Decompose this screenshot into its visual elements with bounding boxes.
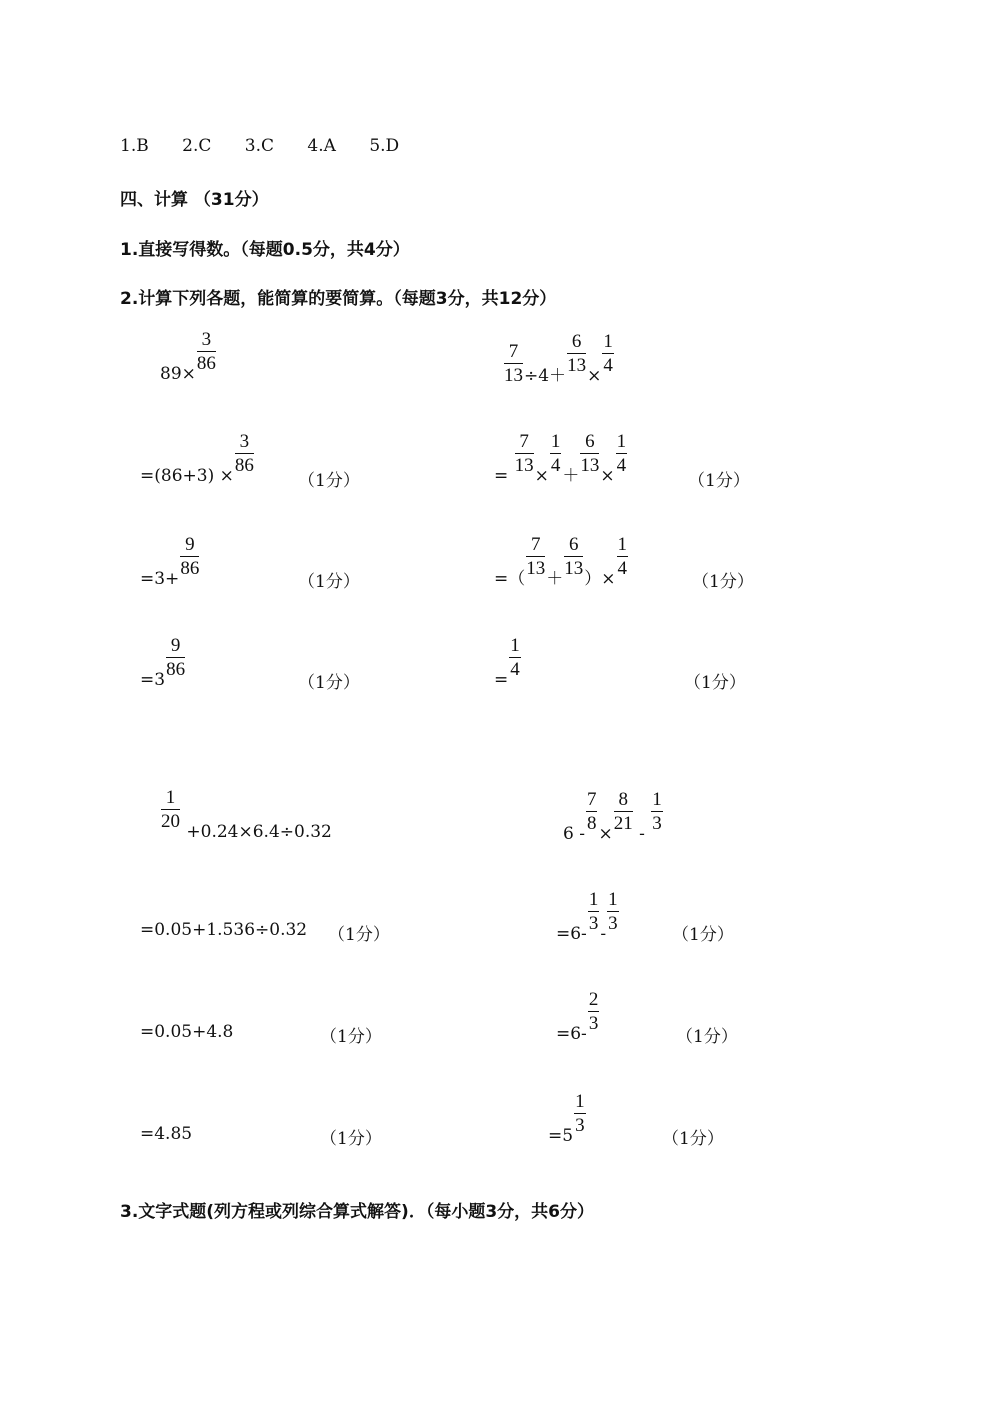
problem-1-step-1: =(86+3) × $\frac{3}{86}$ xyxy=(140,431,254,486)
fraction: $\frac{1}{20}$ xyxy=(161,787,180,832)
problem-2-step-2: =（ $\frac{7}{13}$ ＋ $\frac{6}{13}$ ）× $\frac{1}{4}$ xyxy=(494,534,627,589)
fraction: $\frac{1}{3}$ xyxy=(652,789,662,834)
fraction: $\frac{9}{86}$ xyxy=(180,534,200,579)
fraction: $\frac{1}{4}$ xyxy=(616,431,627,476)
fraction: $\frac{1}{3}$ xyxy=(575,1091,585,1136)
score-note: （1分） xyxy=(298,572,360,592)
score-note: （1分） xyxy=(298,673,360,693)
fraction: $\frac{6}{13}$ xyxy=(580,431,600,476)
score-note: （1分） xyxy=(662,1129,724,1149)
score-note: （1分） xyxy=(684,673,746,693)
question-2-title: 2.计算下列各题，能简算的要简算。（每题3分，共12分） xyxy=(120,289,557,309)
problem-1-step-3: =3 $\frac{9}{86}$ xyxy=(140,635,186,690)
score-note: （1分） xyxy=(692,572,754,592)
problem-4-step-3: =5 $\frac{1}{3}$ xyxy=(548,1091,585,1146)
answer-row xyxy=(120,136,427,156)
problem-2-expression: $\frac{7}{13}$ ÷4＋ $\frac{6}{13}$ × $\frac{1}{4}$ xyxy=(504,331,613,386)
question-3-title: 3.文字式题(列方程或列综合算式解答)．（每小题3分，共6分） xyxy=(120,1202,594,1222)
answer-4: 4.A xyxy=(307,136,336,156)
score-note: （1分） xyxy=(298,471,360,491)
fraction: $\frac{7}{13}$ xyxy=(504,341,523,386)
question-1-title: 1.直接写得数。（每题0.5分，共4分） xyxy=(120,240,410,260)
answer-2: 2.C xyxy=(182,136,212,156)
fraction: $\frac{6}{13}$ xyxy=(564,534,584,579)
score-note: （1分） xyxy=(676,1027,738,1047)
answer-3: 3.C xyxy=(244,136,274,156)
fraction: $\frac{1}{4}$ xyxy=(603,331,613,376)
problem-3-expression: $\frac{1}{20}$ +0.24×6.4÷0.32 xyxy=(161,787,332,842)
score-note: （1分） xyxy=(328,925,390,945)
problem-4-step-2: =6- $\frac{2}{3}$ xyxy=(556,989,599,1044)
score-note: （1分） xyxy=(688,471,750,491)
answer-5: 5.D xyxy=(369,136,400,156)
problem-2-step-1: = $\frac{7}{13}$ × $\frac{1}{4}$ ＋ $\frac{6}{13}$ × $\frac{1}{4}$ xyxy=(494,431,627,486)
fraction: $\frac{1}{4}$ xyxy=(510,635,520,680)
fraction: $\frac{8}{21}$ xyxy=(613,789,633,834)
problem-3-step-3: =4.85 xyxy=(140,1124,193,1144)
fraction: $\frac{1}{3}$ xyxy=(588,889,599,934)
answer-1: 1.B xyxy=(120,136,149,156)
problem-4-step-1: =6- $\frac{1}{3}$ - $\frac{1}{3}$ xyxy=(556,889,618,944)
fraction: $\frac{7}{13}$ xyxy=(514,431,534,476)
problem-4-expression: 6 - $\frac{7}{8}$ × $\frac{8}{21}$ - $\frac{1}{3}$ xyxy=(563,789,662,844)
section-4-title: 四、计算 （31分） xyxy=(120,190,269,210)
fraction: $\frac{3}{86}$ xyxy=(196,329,216,374)
fraction: $\frac{6}{13}$ xyxy=(567,331,587,376)
fraction: $\frac{3}{86}$ xyxy=(234,431,254,476)
score-note: （1分） xyxy=(320,1129,382,1149)
problem-1-expression: 89× $\frac{3}{86}$ xyxy=(160,329,216,384)
fraction: $\frac{7}{13}$ xyxy=(526,534,546,579)
fraction: $\frac{9}{86}$ xyxy=(166,635,186,680)
fraction: $\frac{7}{8}$ xyxy=(586,789,597,834)
problem-1-step-2: =3+ $\frac{9}{86}$ xyxy=(140,534,200,589)
score-note: （1分） xyxy=(320,1027,382,1047)
fraction: $\frac{1}{3}$ xyxy=(608,889,618,934)
score-note: （1分） xyxy=(672,925,734,945)
fraction: $\frac{1}{4}$ xyxy=(617,534,627,579)
fraction: $\frac{1}{4}$ xyxy=(550,431,561,476)
problem-3-step-2: =0.05+4.8 xyxy=(140,1022,234,1042)
fraction: $\frac{2}{3}$ xyxy=(588,989,599,1034)
problem-3-step-1: =0.05+1.536÷0.32 xyxy=(140,920,308,940)
problem-2-step-3: = $\frac{1}{4}$ xyxy=(494,635,520,690)
